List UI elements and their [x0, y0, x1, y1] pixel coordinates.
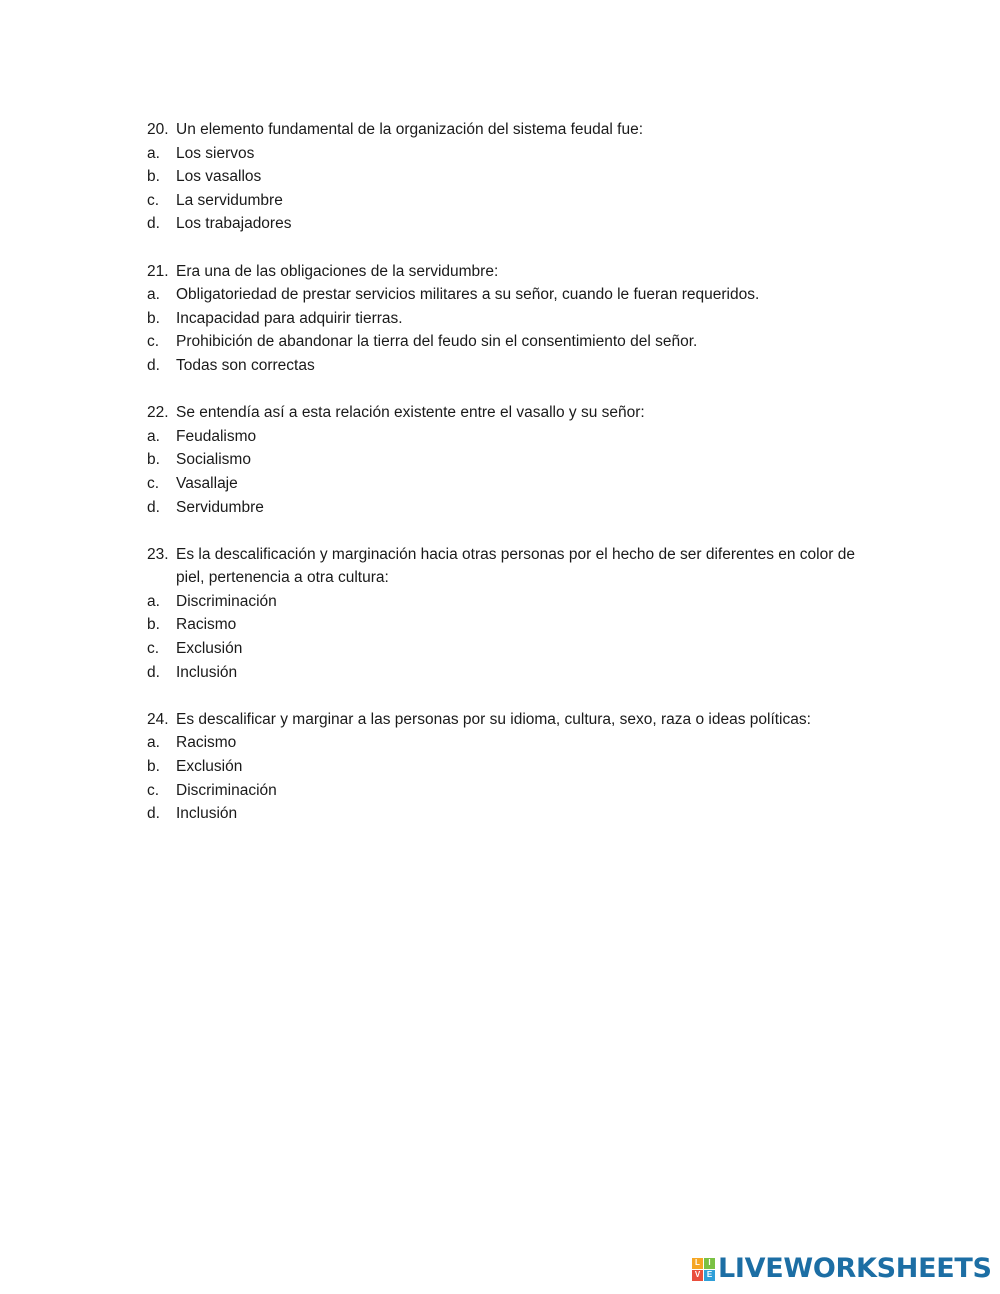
option-text: Exclusión: [176, 640, 243, 658]
option-d[interactable]: [147, 212, 877, 236]
option-letter: a.: [147, 144, 160, 162]
option-letter: b.: [147, 168, 160, 186]
question-number: 21.: [147, 262, 169, 280]
question-number: 20.: [147, 121, 169, 138]
logo-text: LIVEWORKSHEETS: [718, 1253, 992, 1284]
option-letter: d.: [147, 215, 160, 233]
option-text: Socialismo: [176, 451, 251, 469]
question-stem: [147, 260, 877, 284]
option-b[interactable]: [147, 307, 877, 331]
option-letter: d.: [147, 356, 160, 374]
option-d[interactable]: [147, 661, 877, 685]
option-text: Exclusión: [176, 758, 243, 776]
option-b[interactable]: [147, 613, 877, 637]
logo-mark-cell: V: [692, 1270, 703, 1281]
option-letter: c.: [147, 640, 160, 658]
logo-mark-cell: I: [704, 1258, 715, 1269]
option-c[interactable]: [147, 330, 877, 354]
option-letter: d.: [147, 498, 160, 516]
question-list: [147, 118, 877, 849]
option-c[interactable]: [147, 637, 877, 661]
option-b[interactable]: [147, 165, 877, 189]
question-stem: [147, 401, 877, 425]
option-c[interactable]: [147, 189, 877, 213]
option-letter: a.: [147, 734, 160, 752]
option-text: Inclusión: [176, 805, 238, 823]
option-letter: c.: [147, 333, 160, 351]
option-a[interactable]: [147, 283, 877, 307]
question-text: Es descalificar y marginar a las personas por su idioma, cultura, sexo, raza o ideas políticas:: [176, 710, 811, 728]
option-text: Servidumbre: [176, 498, 264, 516]
question-22: [147, 401, 877, 519]
option-text: Obligatoriedad de prestar servicios militares a su señor, cuando le fueran requeridos.: [176, 286, 760, 304]
option-c[interactable]: [147, 472, 877, 496]
question-text: Era una de las obligaciones de la servidumbre:: [176, 262, 499, 280]
option-letter: c.: [147, 781, 160, 799]
liveworksheets-logo[interactable]: [692, 1253, 992, 1284]
question-number: 23.: [147, 545, 169, 563]
option-text: Discriminación: [176, 781, 277, 799]
logo-mark-icon: [692, 1258, 715, 1281]
option-a[interactable]: [147, 142, 877, 166]
question-text: Se entendía así a esta relación existente entre el vasallo y su señor:: [176, 404, 645, 422]
option-letter: c.: [147, 191, 160, 209]
option-text: Los vasallos: [176, 168, 262, 186]
option-letter: b.: [147, 309, 160, 327]
option-d[interactable]: [147, 802, 877, 826]
option-a[interactable]: [147, 590, 877, 614]
option-d[interactable]: [147, 354, 877, 378]
option-text: Feudalismo: [176, 427, 257, 445]
option-text: La servidumbre: [176, 191, 283, 209]
logo-mark-cell: E: [704, 1270, 715, 1281]
question-text: Es la descalificación y marginación hacia otras personas por el hecho de ser diferentes en color de piel, pertenencia a otra cultura:: [176, 545, 855, 587]
question-stem: [147, 708, 877, 732]
question-20: [147, 118, 877, 236]
option-letter: a.: [147, 286, 160, 304]
question-stem: [147, 118, 877, 142]
option-text: Inclusión: [176, 663, 238, 681]
option-letter: b.: [147, 451, 160, 469]
logo-mark-cell: L: [692, 1258, 703, 1269]
option-b[interactable]: [147, 448, 877, 472]
question-number: 24.: [147, 710, 169, 728]
question-21: [147, 260, 877, 378]
option-d[interactable]: [147, 496, 877, 520]
option-letter: d.: [147, 805, 160, 823]
option-c[interactable]: [147, 779, 877, 803]
option-text: Todas son correctas: [176, 356, 315, 374]
option-letter: c.: [147, 474, 160, 492]
option-text: Racismo: [176, 616, 237, 634]
option-text: Discriminación: [176, 592, 277, 610]
option-text: Los trabajadores: [176, 215, 292, 233]
option-letter: a.: [147, 592, 160, 610]
option-b[interactable]: [147, 755, 877, 779]
question-number: 22.: [147, 404, 169, 422]
question-23: [147, 543, 877, 685]
option-text: Los siervos: [176, 144, 255, 162]
option-text: Prohibición de abandonar la tierra del feudo sin el consentimiento del señor.: [176, 333, 698, 351]
option-text: Vasallaje: [176, 474, 238, 492]
option-text: Incapacidad para adquirir tierras.: [176, 309, 403, 327]
option-a[interactable]: [147, 731, 877, 755]
option-letter: a.: [147, 427, 160, 445]
option-letter: d.: [147, 663, 160, 681]
option-letter: b.: [147, 616, 160, 634]
option-letter: b.: [147, 758, 160, 776]
option-text: Racismo: [176, 734, 237, 752]
question-stem: [147, 543, 877, 590]
question-text: Un elemento fundamental de la organización del sistema feudal fue:: [176, 121, 644, 138]
question-24: [147, 708, 877, 826]
option-a[interactable]: [147, 425, 877, 449]
